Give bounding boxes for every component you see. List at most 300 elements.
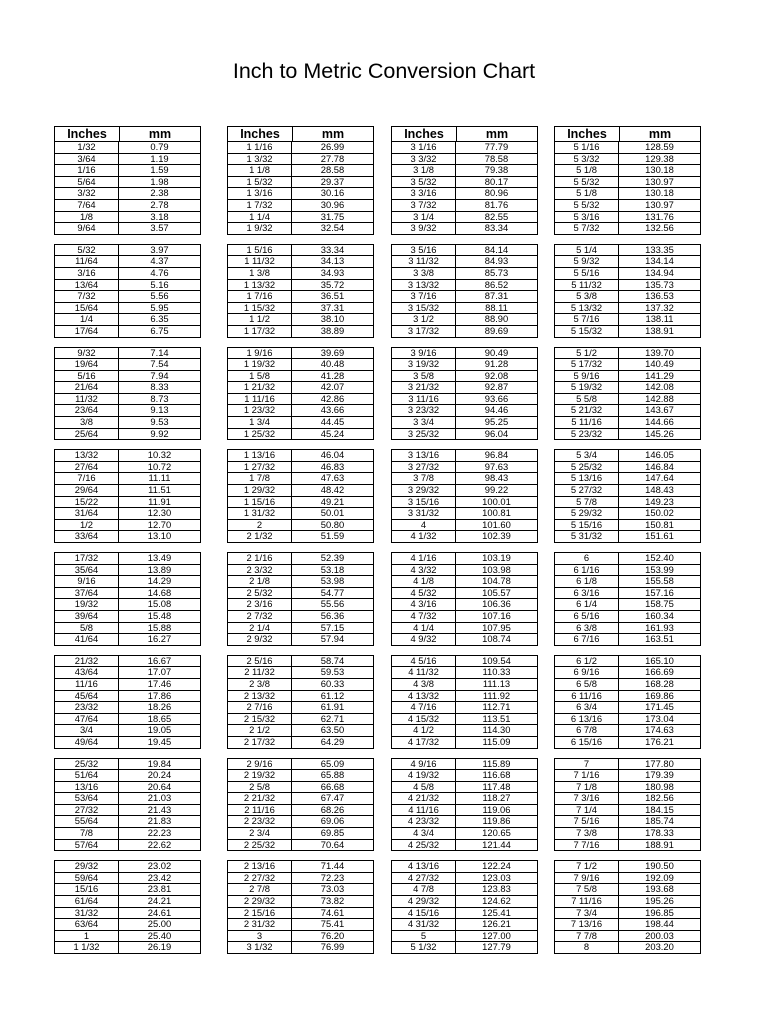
table-row (392, 553, 537, 565)
inches-cell: 4 17/32 (392, 737, 456, 748)
mm-cell: 90.49 (484, 346, 509, 358)
mm-cell: 141.29 (645, 369, 674, 381)
inches-cell: 4 7/32 (392, 611, 456, 622)
mm-cell: 95.25 (484, 416, 509, 428)
mm-cell: 24.21 (147, 895, 172, 907)
mm-cell: 130.18 (645, 187, 674, 199)
table-row (228, 223, 373, 235)
inches-cell: 7 13/16 (555, 919, 619, 930)
inches-cell: 7 1/4 (555, 805, 619, 816)
mm-cell: 150.81 (645, 518, 674, 530)
mm-cell: 21.83 (147, 815, 172, 827)
table-block (54, 860, 201, 954)
mm-cell: 3.18 (150, 210, 169, 222)
inches-cell: 6 5/16 (555, 611, 619, 622)
mm-cell: 114.30 (482, 724, 511, 736)
inches-cell: 1 11/32 (228, 256, 292, 267)
table-row (555, 223, 700, 235)
inches-cell: 6 5/8 (555, 679, 619, 690)
inches-cell: 1 9/16 (228, 348, 292, 359)
inches-cell: 1 7/8 (228, 473, 292, 484)
inches-cell: 2 1/32 (228, 531, 292, 542)
inches-cell: 7 7/16 (555, 840, 619, 851)
table-row (555, 268, 700, 280)
mm-cell: 12.70 (147, 518, 172, 530)
table-row (228, 634, 373, 646)
inches-cell: 7/16 (55, 473, 119, 484)
table-block (554, 347, 701, 441)
table-row (228, 770, 373, 782)
table-row (392, 611, 537, 623)
mm-cell: 188.91 (645, 838, 674, 850)
inches-cell: 2 3/8 (228, 679, 292, 690)
mm-cell: 74.61 (320, 906, 345, 918)
mm-cell: 100.01 (482, 495, 511, 507)
mm-cell: 93.66 (484, 392, 509, 404)
inches-cell: 5 3/32 (555, 154, 619, 165)
inches-cell: 15/22 (55, 497, 119, 508)
inches-cell: 1 13/32 (228, 280, 292, 291)
table-row (55, 429, 200, 441)
inches-cell: 3 17/32 (392, 326, 456, 337)
inches-cell: 23/32 (55, 702, 119, 713)
inches-cell: 4 13/16 (392, 861, 456, 872)
inches-cell: 1 29/32 (228, 485, 292, 496)
mm-cell: 75.41 (320, 918, 345, 930)
mm-cell: 35.72 (320, 278, 345, 290)
mm-cell: 146.05 (645, 449, 674, 461)
inches-cell: 2 3/16 (228, 599, 292, 610)
mm-cell: 20.24 (147, 769, 172, 781)
mm-cell: 85.73 (484, 266, 509, 278)
mm-cell: 2.38 (150, 187, 169, 199)
mm-cell: 168.28 (645, 677, 674, 689)
inches-cell: 5 15/16 (555, 520, 619, 531)
mm-cell: 4.37 (150, 255, 169, 267)
table-row (228, 896, 373, 908)
inches-cell: 7 7/8 (555, 931, 619, 942)
table-row (228, 679, 373, 691)
inches-cell: 6 1/8 (555, 576, 619, 587)
mm-cell: 128.59 (645, 141, 674, 152)
mm-cell: 23.02 (147, 860, 172, 872)
mm-cell: 160.34 (645, 609, 674, 621)
inches-cell: 3 3/16 (392, 188, 456, 199)
inches-cell: 5 1/8 (555, 188, 619, 199)
inches-cell: 3 1/32 (228, 942, 292, 953)
inches-cell: 1 5/8 (228, 371, 292, 382)
mm-cell: 127.00 (482, 929, 511, 941)
mm-cell: 15.08 (147, 598, 172, 610)
inches-cell: 3 15/32 (392, 303, 456, 314)
mm-cell: 120.65 (482, 827, 511, 839)
table-block (391, 244, 538, 338)
inches-cell: 19/64 (55, 359, 119, 370)
mm-cell: 17.46 (147, 677, 172, 689)
mm-cell: 63.50 (320, 724, 345, 736)
mm-cell: 67.47 (320, 792, 345, 804)
mm-cell: 134.94 (645, 266, 674, 278)
inches-cell: 7 3/16 (555, 793, 619, 804)
mm-cell: 123.83 (482, 883, 511, 895)
inches-cell: 7 1/2 (555, 861, 619, 872)
inches-cell: 27/32 (55, 805, 119, 816)
mm-cell: 0.79 (150, 141, 169, 152)
mm-cell: 9.13 (150, 404, 169, 416)
table-row (55, 417, 200, 429)
inches-cell: 1 1/2 (228, 314, 292, 325)
inches-cell: 5 9/32 (555, 256, 619, 267)
table-row (55, 508, 200, 520)
inches-cell: 4 21/32 (392, 793, 456, 804)
inches-cell: 51/64 (55, 770, 119, 781)
mm-cell: 94.46 (484, 404, 509, 416)
inches-cell: 5 27/32 (555, 485, 619, 496)
inches-cell: 4 31/32 (392, 919, 456, 930)
mm-cell: 9.53 (150, 416, 169, 428)
inches-cell: 7 (555, 759, 619, 770)
mm-cell: 152.40 (645, 552, 674, 563)
table-row (55, 679, 200, 691)
mm-cell: 113.51 (482, 712, 511, 724)
mm-cell: 147.64 (645, 472, 674, 484)
inches-cell: 19/32 (55, 599, 119, 610)
table-block (227, 860, 374, 954)
mm-cell: 142.08 (645, 381, 674, 393)
header-mm: mm (648, 127, 672, 141)
mm-cell: 99.22 (484, 484, 509, 496)
mm-cell: 19.05 (147, 724, 172, 736)
mm-cell: 61.91 (320, 701, 345, 713)
mm-cell: 26.19 (147, 941, 172, 953)
table-header (54, 126, 201, 142)
mm-cell: 134.14 (645, 255, 674, 267)
inches-cell: 3 1/16 (392, 142, 456, 153)
inches-cell: 27/64 (55, 462, 119, 473)
mm-cell: 174.63 (645, 724, 674, 736)
inches-cell: 1 31/32 (228, 508, 292, 519)
inches-cell: 5 31/32 (555, 531, 619, 542)
table-row (555, 531, 700, 543)
table-block (554, 552, 701, 646)
inches-cell: 3 21/32 (392, 382, 456, 393)
table-block (54, 655, 201, 749)
mm-cell: 22.23 (147, 827, 172, 839)
mm-cell: 177.80 (645, 757, 674, 769)
mm-cell: 20.64 (147, 780, 172, 792)
mm-cell: 121.44 (482, 838, 511, 850)
table-row (392, 919, 537, 931)
table-row (392, 142, 537, 154)
inches-cell: 1/16 (55, 165, 119, 176)
mm-cell: 4.76 (150, 266, 169, 278)
mm-cell: 66.68 (320, 780, 345, 792)
table-row (228, 611, 373, 623)
mm-cell: 110.33 (482, 666, 511, 678)
inches-cell: 5 1/2 (555, 348, 619, 359)
table-row (228, 485, 373, 497)
inches-cell: 3/32 (55, 188, 119, 199)
inches-cell: 4 5/32 (392, 588, 456, 599)
mm-cell: 100.81 (482, 507, 511, 519)
mm-cell: 136.53 (645, 290, 674, 302)
inches-cell: 3 23/32 (392, 405, 456, 416)
mm-cell: 198.44 (645, 918, 674, 930)
inches-cell: 49/64 (55, 737, 119, 748)
mm-cell: 176.21 (645, 735, 674, 747)
table-row (555, 326, 700, 338)
table-block (54, 449, 201, 543)
conversion-table-3 (391, 126, 538, 954)
table-row (555, 142, 700, 154)
inches-cell: 4 9/16 (392, 759, 456, 770)
table-row (555, 291, 700, 303)
mm-cell: 62.71 (320, 712, 345, 724)
inches-cell: 29/64 (55, 485, 119, 496)
mm-cell: 149.23 (645, 495, 674, 507)
table-row (228, 326, 373, 338)
inches-cell: 21/64 (55, 382, 119, 393)
inches-cell: 4 9/32 (392, 634, 456, 645)
inches-cell: 11/32 (55, 394, 119, 405)
table-row (55, 553, 200, 565)
mm-cell: 53.18 (320, 563, 345, 575)
table-row (555, 634, 700, 646)
mm-cell: 34.93 (320, 266, 345, 278)
inches-cell: 31/32 (55, 908, 119, 919)
table-row (55, 714, 200, 726)
header-mm: mm (321, 127, 345, 141)
mm-cell: 30.96 (320, 198, 345, 210)
inches-cell: 5 7/8 (555, 497, 619, 508)
inches-cell: 1/2 (55, 520, 119, 531)
mm-cell: 84.93 (484, 255, 509, 267)
table-block (227, 449, 374, 543)
inches-cell: 3 31/32 (392, 508, 456, 519)
table-row (392, 429, 537, 441)
mm-cell: 9.92 (150, 427, 169, 439)
mm-cell: 1.19 (150, 152, 169, 164)
mm-cell: 16.67 (147, 654, 172, 666)
table-row (392, 417, 537, 429)
table-block (227, 655, 374, 749)
mm-cell: 126.21 (482, 918, 511, 930)
table-row (555, 429, 700, 441)
inches-cell: 4 15/32 (392, 714, 456, 725)
table-row (392, 828, 537, 840)
mm-cell: 52.39 (320, 552, 345, 563)
inches-cell: 7 9/16 (555, 873, 619, 884)
mm-cell: 11.51 (148, 484, 171, 496)
mm-cell: 45.24 (320, 427, 345, 439)
mm-cell: 19.84 (147, 757, 172, 769)
inches-cell: 6 3/16 (555, 588, 619, 599)
inches-cell: 6 3/8 (555, 623, 619, 634)
inches-cell: 53/64 (55, 793, 119, 804)
mm-cell: 48.42 (320, 484, 345, 496)
mm-cell: 102.39 (482, 530, 511, 542)
mm-cell: 69.85 (320, 827, 345, 839)
mm-cell: 56.36 (320, 609, 345, 621)
inches-cell: 5 5/32 (555, 200, 619, 211)
inches-cell: 1 27/32 (228, 462, 292, 473)
inches-cell: 4 27/32 (392, 873, 456, 884)
table-block (391, 347, 538, 441)
inches-cell: 6 9/16 (555, 667, 619, 678)
mm-cell: 29.37 (320, 175, 345, 187)
inches-cell: 4 25/32 (392, 840, 456, 851)
mm-cell: 50.01 (320, 507, 345, 519)
mm-cell: 118.27 (482, 792, 511, 804)
inches-cell: 2 1/4 (228, 623, 292, 634)
inches-cell: 33/64 (55, 531, 119, 542)
table-block (554, 655, 701, 749)
mm-cell: 122.24 (482, 860, 511, 872)
inches-cell: 4 7/16 (392, 702, 456, 713)
inches-cell: 5 3/16 (555, 212, 619, 223)
mm-cell: 57.94 (320, 633, 345, 645)
inches-cell: 5 5/8 (555, 394, 619, 405)
inches-cell: 9/16 (55, 576, 119, 587)
inches-cell: 23/64 (55, 405, 119, 416)
inches-cell: 4 1/8 (392, 576, 456, 587)
inches-cell: 3 15/16 (392, 497, 456, 508)
mm-cell: 13.49 (147, 552, 172, 563)
mm-cell: 14.68 (147, 586, 172, 598)
mm-cell: 49.21 (320, 495, 345, 507)
header-inches: Inches (555, 127, 620, 141)
table-row (55, 223, 200, 235)
mm-cell: 73.03 (320, 883, 345, 895)
table-row (55, 359, 200, 371)
table-row (55, 291, 200, 303)
table-row (555, 679, 700, 691)
mm-cell: 83.34 (484, 222, 509, 234)
mm-cell: 46.83 (320, 460, 345, 472)
inches-cell: 2 1/8 (228, 576, 292, 587)
mm-cell: 142.88 (645, 392, 674, 404)
inches-cell: 1 9/32 (228, 223, 292, 234)
mm-cell: 157.16 (645, 586, 674, 598)
inches-cell: 31/64 (55, 508, 119, 519)
mm-cell: 65.88 (320, 769, 345, 781)
mm-cell: 18.65 (147, 712, 172, 724)
inches-cell: 25/32 (55, 759, 119, 770)
inches-cell: 63/64 (55, 919, 119, 930)
mm-cell: 33.34 (320, 243, 345, 255)
inches-cell: 5/8 (55, 623, 119, 634)
inches-cell: 2 9/32 (228, 634, 292, 645)
mm-cell: 68.26 (320, 803, 345, 815)
mm-cell: 166.69 (645, 666, 674, 678)
table-row (392, 359, 537, 371)
table-block (391, 449, 538, 543)
mm-cell: 8.73 (150, 392, 169, 404)
mm-cell: 31.75 (320, 210, 345, 222)
mm-cell: 200.03 (645, 929, 674, 941)
mm-cell: 98.43 (484, 472, 509, 484)
inches-cell: 5 11/32 (555, 280, 619, 291)
table-row (55, 896, 200, 908)
inches-cell: 5 25/32 (555, 462, 619, 473)
inches-cell: 6 3/4 (555, 702, 619, 713)
inches-cell: 2 (228, 520, 292, 531)
table-block (54, 758, 201, 852)
mm-cell: 22.62 (147, 838, 172, 850)
inches-cell: 2 17/32 (228, 737, 292, 748)
table-row (228, 429, 373, 441)
inches-cell: 11/16 (55, 679, 119, 690)
inches-cell: 1 3/8 (228, 268, 292, 279)
inches-cell: 1/8 (55, 212, 119, 223)
table-row (555, 702, 700, 714)
inches-cell: 17/32 (55, 553, 119, 564)
inches-cell: 2 7/32 (228, 611, 292, 622)
mm-cell: 88.11 (485, 301, 508, 313)
mm-cell: 37.31 (320, 301, 345, 313)
inches-cell: 1/32 (55, 142, 119, 153)
table-row (228, 268, 373, 280)
mm-cell: 55.56 (320, 598, 345, 610)
table-row (55, 919, 200, 931)
inches-cell: 1 15/16 (228, 497, 292, 508)
mm-cell: 103.98 (482, 563, 511, 575)
table-header (391, 126, 538, 142)
inches-cell: 7 5/8 (555, 884, 619, 895)
mm-cell: 163.51 (645, 633, 674, 645)
table-block (227, 142, 374, 235)
inches-cell: 5 1/4 (555, 245, 619, 256)
inches-cell: 2 3/4 (228, 828, 292, 839)
inches-cell: 8 (555, 942, 619, 953)
mm-cell: 133.35 (645, 243, 674, 255)
inches-cell: 1 5/32 (228, 177, 292, 188)
table-row (392, 531, 537, 543)
inches-cell: 3/8 (55, 417, 119, 428)
inches-cell: 3/4 (55, 725, 119, 736)
table-row (55, 531, 200, 543)
table-block (391, 860, 538, 954)
mm-cell: 27.78 (320, 152, 345, 164)
table-row (392, 896, 537, 908)
inches-cell: 1 1/32 (55, 942, 119, 953)
inches-cell: 2 3/32 (228, 565, 292, 576)
inches-cell: 15/16 (55, 884, 119, 895)
mm-cell: 127.79 (482, 941, 511, 953)
table-row (55, 326, 200, 338)
inches-cell: 6 7/16 (555, 634, 619, 645)
mm-cell: 138.11 (645, 313, 674, 325)
inches-cell: 4 1/4 (392, 623, 456, 634)
conversion-table-4 (554, 126, 701, 954)
mm-cell: 115.89 (482, 757, 511, 769)
mm-cell: 115.09 (482, 735, 511, 747)
inches-cell: 5/64 (55, 177, 119, 188)
table-row (392, 679, 537, 691)
mm-cell: 91.28 (484, 358, 509, 370)
mm-cell: 47.63 (320, 472, 345, 484)
mm-cell: 165.10 (645, 654, 674, 666)
mm-cell: 89.69 (484, 324, 509, 336)
mm-cell: 7.54 (150, 358, 169, 370)
mm-cell: 61.12 (320, 689, 345, 701)
inches-cell: 2 11/16 (228, 805, 292, 816)
inches-cell: 1 11/16 (228, 394, 292, 405)
inches-cell: 13/32 (55, 450, 119, 461)
inches-cell: 2 15/16 (228, 908, 292, 919)
table-row (55, 611, 200, 623)
table-row (228, 417, 373, 429)
